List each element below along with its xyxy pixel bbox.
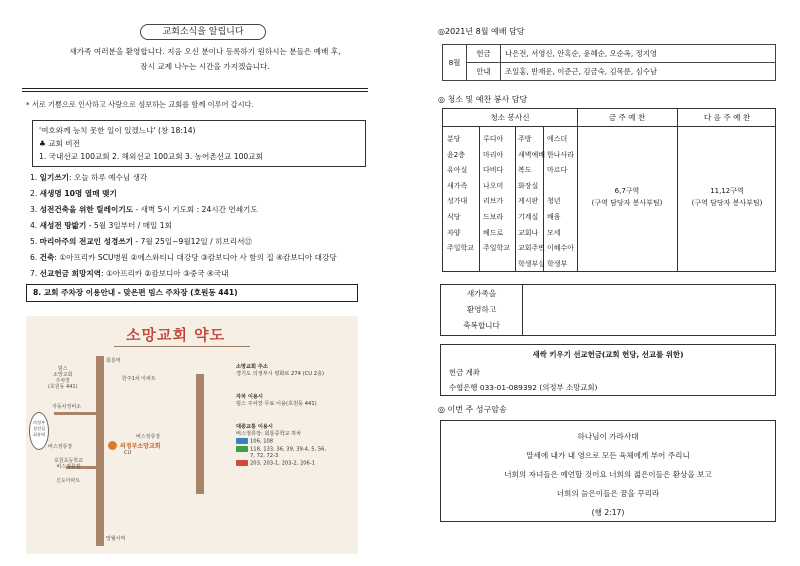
branch-road: [54, 412, 96, 415]
bus-badge-icon: [236, 460, 248, 466]
memory-verse-box: [440, 420, 776, 522]
month-cell: 8월: [443, 45, 467, 81]
verse-line: 너희의 자녀들은 예언할 것이요 너희의 젊은이들은 환상을 보고: [504, 470, 712, 479]
map-label-cu: CU: [124, 450, 132, 456]
names-cell: 나은전, 서영신, 안혹순, 윤혜순, 오순옥, 정지영: [501, 45, 776, 63]
announcement-list: [30, 170, 380, 282]
map-label-beams: 빔스 소망교회 주차장 (호원동 441): [48, 366, 78, 390]
column-divider: [479, 126, 480, 271]
welcome-line: 잠시 교제 나누는 시간을 가지겠습니다.: [140, 62, 270, 71]
map-title: 소망교회 약도: [126, 326, 226, 344]
list-item: 7. 선교헌금 희망지역: ①아프리카 ②캄보디아 ③중국 ④국내: [30, 269, 229, 278]
verse-line: 너희의 늙은이들은 꿈을 꾸리라: [556, 489, 660, 498]
cleaning-table: [442, 108, 776, 272]
role-cell: 헌금: [467, 45, 501, 63]
cleaning-col-groups-2: 에스더 한나사라 마르다 청년 배움 모세 이혜수아 학생부: [547, 135, 575, 268]
map-info-address: 소망교회 주소 경기도 의정부시 평화로 274 (CU 2층): [236, 364, 325, 377]
list-item: 5. 마리아주의 전교인 성경쓰기 - 7월 25일~9월12일 / 히브리서⑫: [30, 237, 252, 246]
map-label-bus-stop: 버스정류장: [136, 434, 161, 440]
map-label-south: 망월사역: [106, 536, 126, 542]
map-info-car: 자차 이용시 빔스 주차장 무료 이용(호원동 441): [236, 394, 317, 407]
list-item: 6. 건축: ①아프리카 SCU병원 ②에스와티니 대강당 ③캄보디아 사 함의 집 ④캄보디아 대강당: [30, 253, 337, 262]
mission-title: 새싹 키우기 선교헌금(교회 헌당, 선교를 위한): [532, 350, 684, 359]
list-item: 2. 새생명 10명 열매 맺기: [30, 189, 117, 198]
map-label-car-shop: 자동차정비소: [52, 404, 81, 410]
map-title-underline: [114, 346, 250, 347]
notice-title: 교회소식을 알립니다: [140, 24, 266, 40]
cleaning-col-areas: 분당 윤2층 유아실 새가족 성가대 식당 자양 주일학교: [447, 135, 475, 253]
names-cell: 조일홍, 반재운, 이준근, 김금숙, 김목룬, 심수남: [501, 63, 776, 81]
vision-label: ♣ 교회 비전: [39, 139, 80, 148]
vision-box: [32, 120, 366, 167]
bus-badge-icon: [236, 438, 248, 444]
church-map: [26, 316, 358, 554]
mission-account: 수협은행 033-01-089392 (의정부 소망교회): [449, 383, 598, 392]
main-road: [96, 356, 104, 546]
right-page: [400, 0, 800, 566]
mission-offering-box: [440, 344, 776, 396]
church-pin-icon: [108, 441, 117, 450]
header-volunteer: 청소 봉사신: [490, 113, 530, 122]
worship-title: ◎2021년 8월 예배 담당: [438, 27, 525, 36]
map-label-apt: 한주1차 아파트: [122, 376, 156, 382]
welcome-line: 새가족 여러분을 환영합니다. 지음 오신 분이나 등록하기 원하시는 분들은 예배 후,: [69, 47, 341, 56]
map-info-bus: 대중교통 이용시 버스정류장: 회룡중학교 하차 106, 108 118, 133, 36, 39, 39-4, 5, 56, 7, 72, 72-3 203, 203-1, 203-2, 206-1: [236, 424, 327, 467]
map-label-north: 회룡역: [106, 358, 121, 364]
vision-list: 1. 국내선교 100교회 2. 해외선교 100교회 3. 농어촌선교 100교회: [39, 152, 263, 161]
mission-account-label: 헌금 계좌: [449, 368, 480, 377]
verse-line: 말세에 내가 내 영으로 모든 육체에게 부어 주리니: [526, 451, 690, 460]
vision-quote: '여호와께 능치 못한 일이 있겠느냐' (창 18:14): [39, 126, 196, 135]
role-cell: 안내: [467, 63, 501, 81]
worship-table: [442, 44, 776, 81]
header-next-week: 다 음 주 예 찬: [703, 113, 751, 122]
next-week-cell: 11,12구역 (구역 담당자 봉사부팀): [691, 187, 763, 207]
map-label-bus-stop-left: 버스정류장: [48, 444, 73, 450]
header-this-week: 금 주 예 찬: [608, 113, 646, 122]
verse-title: ◎ 이번 주 성구암송: [438, 405, 507, 414]
column-divider: [515, 126, 516, 271]
note-text: * 서로 기쁨으로 인사하고 사랑으로 섬보하는 교회를 함께 이루어 갑시다.: [26, 100, 254, 109]
list-item: 1. 일기쓰기: 오늘 하루 예수님 생각: [30, 173, 148, 182]
welcome-text: [20, 44, 390, 74]
header-divider: [443, 126, 775, 127]
cleaning-title: ◎ 청소 및 예찬 봉사 담당: [438, 95, 528, 104]
new-family-label: 새가족을 환영하고 축복합니다: [441, 285, 523, 335]
map-label-sinhyeon: 신도아파트: [56, 478, 81, 484]
list-item: 4. 새성전 땅밟기 - 5월 3일부터 / 매일 1회: [30, 221, 172, 230]
bus-badge-icon: [236, 446, 248, 452]
divider: [22, 88, 368, 89]
cleaning-col-areas-2: 주방 새벽예배 복도 화장실 게시판 기계실 교회나 교회주변 학생부실: [518, 135, 546, 268]
new-family-box: [440, 284, 776, 336]
cleaning-col-groups: 루디아 마리아 다비다 나오미 리브가 드보라 베드로 주일학교: [483, 135, 511, 253]
parking-notice: 8. 교회 주차장 이용안내 - 맞은편 빔스 주차장 (호원동 441): [26, 284, 358, 302]
divider: [22, 91, 368, 92]
this-week-cell: 6,7구역 (구역 담당자 봉사부팀): [591, 187, 663, 207]
side-road: [196, 374, 204, 494]
list-item: 3. 성전건축을 위한 릴레이기도 - 새벽 5시 기도회 : 24시간 연쇄기도: [30, 205, 258, 214]
map-label-daewon: 호원초등학교 버스정류장: [54, 458, 83, 470]
verse-reference: (행 2:17): [591, 508, 625, 517]
map-label-church: 의정부소망교회: [120, 443, 161, 450]
verse-line: 하나님이 가라사대: [577, 432, 639, 441]
station-oval: 의정부 경전철 회룡역: [29, 412, 49, 450]
